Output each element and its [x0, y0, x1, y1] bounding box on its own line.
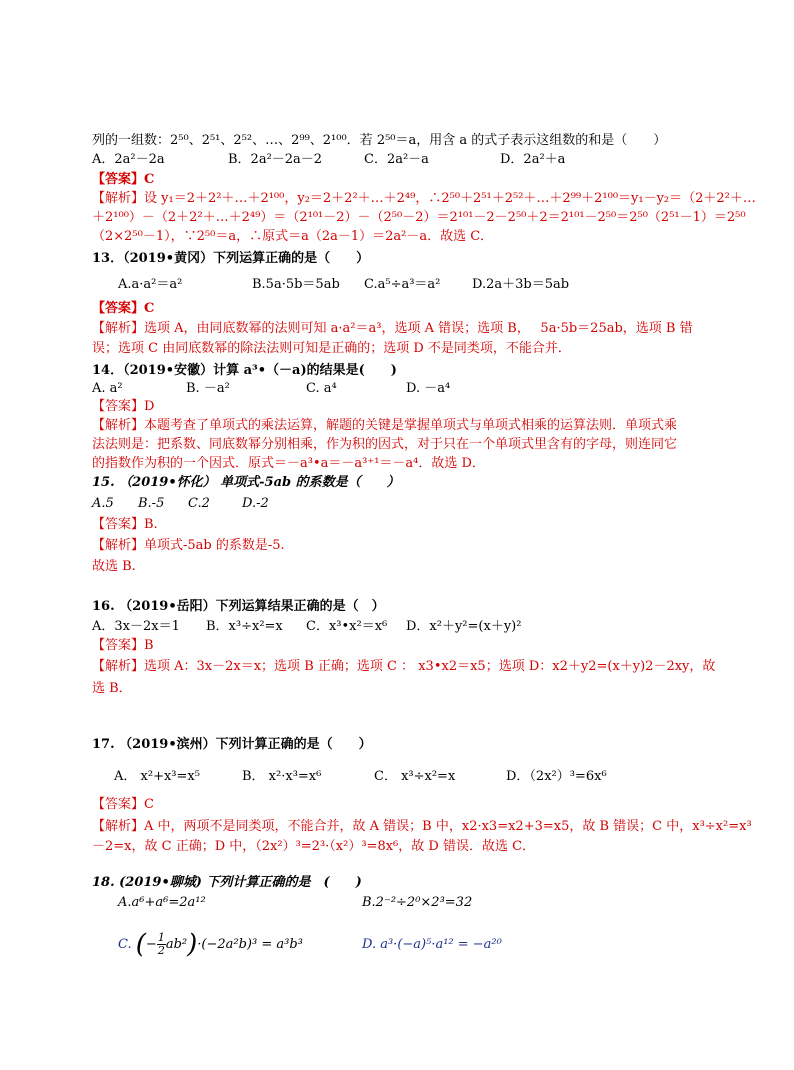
p14-analysis-line: 【解析】本题考查了单项式的乘法运算，解题的关键是掌握单项式与单项式相乘的运算法则．单项式乘: [92, 418, 678, 433]
p17-option-a: A． x²+x³=x⁵: [114, 769, 200, 784]
p18-option-c-label: C.: [118, 937, 132, 952]
p14-option-a: A. a²: [92, 381, 123, 396]
p12-options: [92, 151, 732, 169]
p14-option-b: B. －a²: [186, 381, 230, 396]
p12-analysis-line: ＋2¹⁰⁰）－（2＋2²＋…＋2⁴⁹）＝（2¹⁰¹－2）－（2⁵⁰－2）＝2¹⁰¹－2－2⁵⁰＋2＝2¹⁰¹－2⁵⁰＝2⁵⁰（2⁵¹－1）＝2⁵⁰: [92, 210, 746, 225]
p15-options: [92, 495, 732, 513]
p13-option-c: C.a⁵÷a³＝a²: [364, 277, 441, 292]
p13-analysis-line: 误；选项 C 由同底数幂的除法法则可知是正确的；选项 D 不是同类项，不能合并．: [92, 341, 571, 356]
p13-answer: 【答案】C: [92, 301, 155, 316]
p15-stem: 15. （2019•怀化） 单项式-5ab 的系数是（ ）: [92, 475, 400, 490]
p18-left-paren: (: [135, 929, 146, 960]
p18-option-a: A.a⁶+a⁶=2a¹²: [118, 895, 206, 910]
p18-option-c: C. (− $\frac{1}{2}$ ab²)·(−2a²b)³ = a³b³: [118, 929, 303, 960]
p14-options: [92, 380, 732, 398]
p13-option-b: B.5a·5b＝5ab: [252, 277, 340, 292]
p16-stem: 16. （2019•岳阳）下列运算结果正确的是（ ）: [92, 599, 385, 614]
p14-option-d: D. －a⁴: [406, 381, 451, 396]
p18-options-row1: [92, 894, 732, 912]
p18-option-b: B.2⁻²÷2⁰×2³=32: [362, 895, 473, 910]
p13-analysis-line: 【解析】选项 A，由同底数幂的法则可知 a·a²＝a³，选项 A 错误；选项 B， 5a·5b＝25ab，选项 B 错: [92, 321, 693, 336]
p13-options: [92, 276, 732, 294]
p17-option-c: C． x³÷x²=x: [374, 769, 456, 784]
p15-option-c: C.2: [188, 496, 210, 511]
p16-analysis-line: 选 B．: [92, 681, 132, 696]
p16-option-b: B．x³÷x²=x: [206, 619, 283, 634]
p14-answer: 【答案】D: [92, 399, 155, 414]
p16-answer: 【答案】B: [92, 638, 154, 653]
p18-option-c-tail: ·(−2a²b)³ = a³b³: [197, 937, 303, 952]
p12-analysis-line: 【解析】设 y₁＝2＋2²＋…＋2¹⁰⁰，y₂＝2＋2²＋…＋2⁴⁹，∴2⁵⁰＋2⁵¹＋2⁵²＋…＋2⁹⁹＋2¹⁰⁰＝y₁－y₂＝（2＋2²＋…: [92, 191, 756, 206]
p18-right-paren: ): [187, 929, 198, 960]
p17-options: [92, 768, 732, 786]
p18-fraction-denominator: 2: [157, 944, 165, 957]
p16-option-d: D．x²＋y²=(x＋y)²: [406, 619, 522, 634]
p12-option-c: C．2a²－a: [364, 152, 429, 167]
p17-option-b: B． x²·x³=x⁶: [242, 769, 322, 784]
p12-option-a: A．2a²－2a: [92, 152, 165, 167]
p18-fraction: [157, 932, 166, 957]
p15-option-d: D.-2: [242, 496, 269, 511]
p15-answer: 【答案】B.: [92, 517, 158, 532]
p16-option-c: C．x³•x²＝x⁶: [306, 619, 388, 634]
p15-option-b: B.-5: [138, 496, 165, 511]
p14-analysis-line: 的指数作为积的一个因式．原式＝－a³•a＝－a³⁺¹＝－a⁴．故选 D．: [92, 456, 485, 471]
p16-analysis-line: 【解析】选项 A：3x－2x＝x；选项 B 正确；选项 C ： x3•x2＝x5；选项 D：x2＋y2=(x＋y)2－2xy，故: [92, 659, 716, 674]
p17-analysis-line: 【解析】A 中，两项不是同类项，不能合并，故 A 错误；B 中，x2·x3=x2+3=x5，故 B 错误；C 中，x³÷x²=x³: [92, 819, 752, 834]
p12-option-d: D．2a²＋a: [500, 152, 566, 167]
p17-option-d: D．（2x²）³=6x⁶: [506, 769, 607, 784]
p13-option-a: A.a·a²＝a²: [118, 277, 183, 292]
p18-option-d: D. a³·(−a)⁵·a¹² = −a²⁰: [362, 937, 502, 952]
p14-stem: 14．（2019•安徽）计算 a³•（－a)的结果是( ): [92, 363, 397, 378]
p12-stem: 列的一组数：2⁵⁰、2⁵¹、2⁵²、…、2⁹⁹、2¹⁰⁰．若 2⁵⁰＝a，用含 a 的式子表示这组数的和是（ ）: [92, 133, 667, 148]
p12-option-b: B．2a²－2a－2: [228, 152, 323, 167]
p14-analysis-line: 法法则是：把系数、同底数幂分别相乘，作为积的因式，对于只在一个单项式里含有的字母，则连同它: [92, 437, 678, 452]
p15-option-a: A.5: [92, 496, 114, 511]
p18-fraction-numerator: 1: [157, 931, 165, 944]
p16-options: [92, 618, 732, 636]
p12-answer: 【答案】C: [92, 172, 155, 187]
p18-options-row2: [92, 928, 732, 962]
p15-analysis-line: 【解析】单项式-5ab 的系数是-5.: [92, 538, 285, 553]
p17-analysis-line: －2=x，故 C 正确；D 中，（2x²）³=2³·（x²）³=8x⁶，故 D 错误．故选 C．: [92, 839, 536, 854]
p15-analysis-line: 故选 B.: [92, 559, 136, 574]
p18-option-c-term: ab²: [165, 937, 188, 952]
p18-stem: 18. (2019•聊城) 下列计算正确的是 ( ): [92, 875, 362, 890]
p16-option-a: A．3x－2x＝1: [92, 619, 180, 634]
p12-analysis-line: （2×2⁵⁰－1），∵2⁵⁰＝a，∴原式＝a（2a－1）＝2a²－a．故选 C．: [92, 229, 494, 244]
p13-option-d: D.2a＋3b＝5ab: [472, 277, 570, 292]
p13-stem: 13．（2019•黄冈）下列运算正确的是（ ）: [92, 251, 370, 266]
p17-answer: 【答案】C: [92, 797, 154, 812]
p17-stem: 17. （2019•滨州）下列计算正确的是（ ）: [92, 737, 372, 752]
p14-option-c: C. a⁴: [306, 381, 337, 396]
